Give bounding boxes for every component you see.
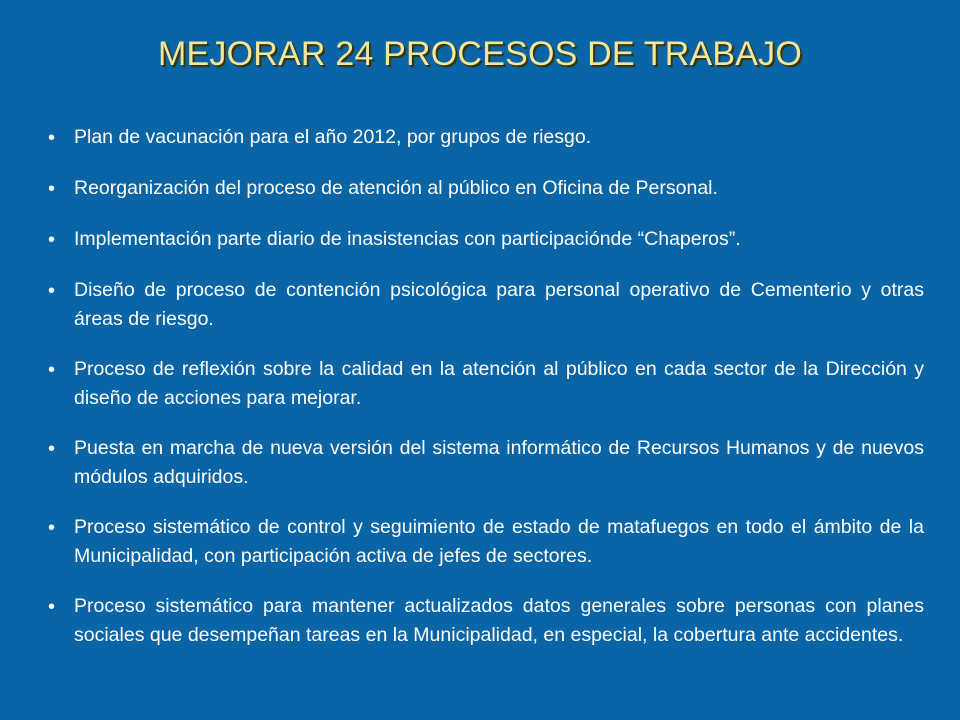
bullet-icon: • xyxy=(48,517,56,539)
bullet-text: Reorganización del proceso de atención al público en Oficina de Personal. xyxy=(74,177,718,199)
bullet-text: Proceso de reflexión sobre la calidad en la atención al público en cada sector de la Dirección y diseño de acciones para mejorar. xyxy=(74,358,924,409)
bullet-item xyxy=(48,225,924,255)
slide-title: MEJORAR 24 PROCESOS DE TRABAJO xyxy=(158,35,802,73)
bullet-text: Implementación parte diario de inasistencias con participaciónde “Chaperos”. xyxy=(74,228,741,250)
bullet-icon: • xyxy=(48,178,56,200)
bullet-item xyxy=(48,434,924,492)
bullet-item xyxy=(48,276,924,334)
bullet-text: Plan de vacunación para el año 2012, por grupos de riesgo. xyxy=(74,126,592,148)
bullet-text: Diseño de proceso de contención psicológica para personal operativo de Cementerio y otras áreas de riesgo. xyxy=(74,279,924,330)
bullet-item xyxy=(48,513,924,571)
bullet-list xyxy=(48,123,924,671)
bullet-text: Proceso sistemático de control y seguimiento de estado de matafuegos en todo el ámbito de la Municipalidad, con participación activa de jefes de sectores. xyxy=(74,516,924,567)
bullet-icon: • xyxy=(48,127,56,149)
bullet-item xyxy=(48,355,924,413)
bullet-icon: • xyxy=(48,438,56,460)
bullet-icon: • xyxy=(48,229,56,251)
bullet-text: Proceso sistemático para mantener actualizados datos generales sobre personas con planes sociales que desempeñan tareas en la Municipalidad, en especial, la cobertura ante accidentes. xyxy=(74,595,924,646)
bullet-item xyxy=(48,123,924,153)
bullet-item xyxy=(48,592,924,650)
bullet-item xyxy=(48,174,924,204)
bullet-icon: • xyxy=(48,359,56,381)
bullet-icon: • xyxy=(48,596,56,618)
bullet-text: Puesta en marcha de nueva versión del sistema informático de Recursos Humanos y de nuevos módulos adquiridos. xyxy=(74,437,924,488)
bullet-icon: • xyxy=(48,280,56,302)
